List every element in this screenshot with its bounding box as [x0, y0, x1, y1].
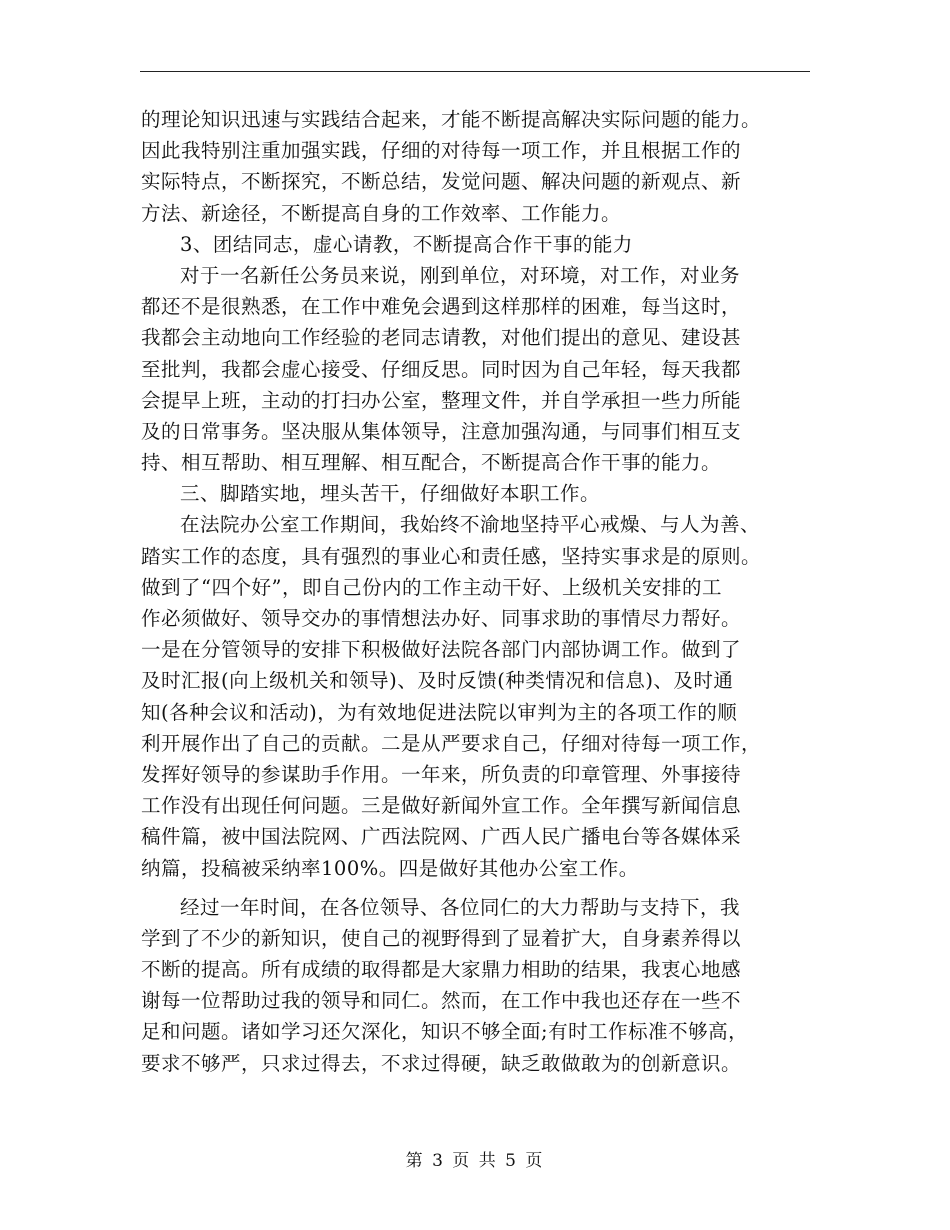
text-line: 会提早上班，主动的打扫办公室，整理文件，并自学承担一些力所能 — [141, 388, 742, 412]
text-line: 做到了“四个好”，即自己份内的工作主动干好、上级机关安排的工 — [141, 575, 722, 599]
page-number: 第 3 页 共 5 页 — [405, 1151, 545, 1171]
text-line: 谢每一位帮助过我的领导和同仁。然而，在工作中我也还存在一些不 — [141, 989, 742, 1013]
section-heading: 3、团结同志，虚心请教，不断提高合作干事的能力 — [180, 232, 633, 256]
text-line: 发挥好领导的参谋助手作用。一年来，所负责的印章管理、外事接待 — [141, 762, 742, 786]
text-line: 一是在分管领导的安排下积极做好法院各部门内部协调工作。做到了 — [141, 638, 742, 662]
text-line: 实际特点，不断探究，不断总结，发觉问题、解决问题的新观点、新 — [141, 170, 742, 194]
text-line: 因此我特别注重加强实践，仔细的对待每一项工作，并且根据工作的 — [141, 139, 742, 163]
text-line: 知(各种会议和活动)，为有效地促进法院以审判为主的各项工作的顺 — [141, 700, 738, 724]
header-rule — [140, 71, 810, 72]
text-line: 不断的提高。所有成绩的取得都是大家鼎力相助的结果，我衷心地感 — [141, 958, 742, 982]
text-line: 在法院办公室工作期间，我始终不渝地坚持平心戒燥、与人为善、 — [180, 513, 761, 537]
text-line: 至批判，我都会虚心接受、仔细反思。同时因为自己年轻，每天我都 — [141, 357, 742, 381]
text-line: 稿件篇，被中国法院网、广西法院网、广西人民广播电台等各媒体采 — [141, 825, 742, 849]
text-line: 要求不够严，只求过得去，不求过得硬，缺乏敢做敢为的创新意识。 — [141, 1051, 742, 1075]
text-line: 及的日常事务。坚决服从集体领导，注意加强沟通，与同事们相互支 — [141, 419, 742, 443]
text-line: 学到了不少的新知识，使自己的视野得到了显着扩大，自身素养得以 — [141, 926, 742, 950]
text-line: 工作没有出现任何问题。三是做好新闻外宣工作。全年撰写新闻信息 — [141, 794, 742, 818]
text-line: 作必须做好、领导交办的事情想法办好、同事求助的事情尽力帮好。 — [141, 607, 742, 630]
text-line: 足和问题。诸如学习还欠深化，知识不够全面;有时工作标准不够高， — [141, 1020, 749, 1044]
text-line: 都还不是很熟悉，在工作中难免会遇到这样那样的困难，每当这时， — [141, 295, 742, 319]
text-line: 踏实工作的态度，具有强烈的事业心和责任感，坚持实事求是的原则。 — [141, 544, 762, 568]
text-line: 持、相互帮助、相互理解、相互配合，不断提高合作干事的能力。 — [141, 451, 722, 475]
text-line: 经过一年时间，在各位领导、各位同仁的大力帮助与支持下，我 — [180, 895, 741, 919]
text-line: 及时汇报(向上级机关和领导)、及时反馈(种类情况和信息)、及时通 — [141, 669, 734, 693]
text-line: 的理论知识迅速与实践结合起来，才能不断提高解决实际问题的能力。 — [141, 108, 762, 131]
document-body — [141, 104, 809, 1079]
text-line: 对于一名新任公务员来说，刚到单位，对环境，对工作，对业务 — [180, 263, 741, 287]
section-heading: 三、脚踏实地，埋头苦干，仔细做好本职工作。 — [180, 482, 601, 506]
text-line: 我都会主动地向工作经验的老同志请教，对他们提出的意见、建设甚 — [141, 326, 742, 350]
text-line: 纳篇，投稿被采纳率100%。四是做好其他办公室工作。 — [141, 856, 639, 880]
text-line: 利开展作出了自己的贡献。二是从严要求自己，仔细对待每一项工作， — [141, 731, 762, 755]
text-line: 方法、新途径，不断提高自身的工作效率、工作能力。 — [141, 201, 622, 225]
